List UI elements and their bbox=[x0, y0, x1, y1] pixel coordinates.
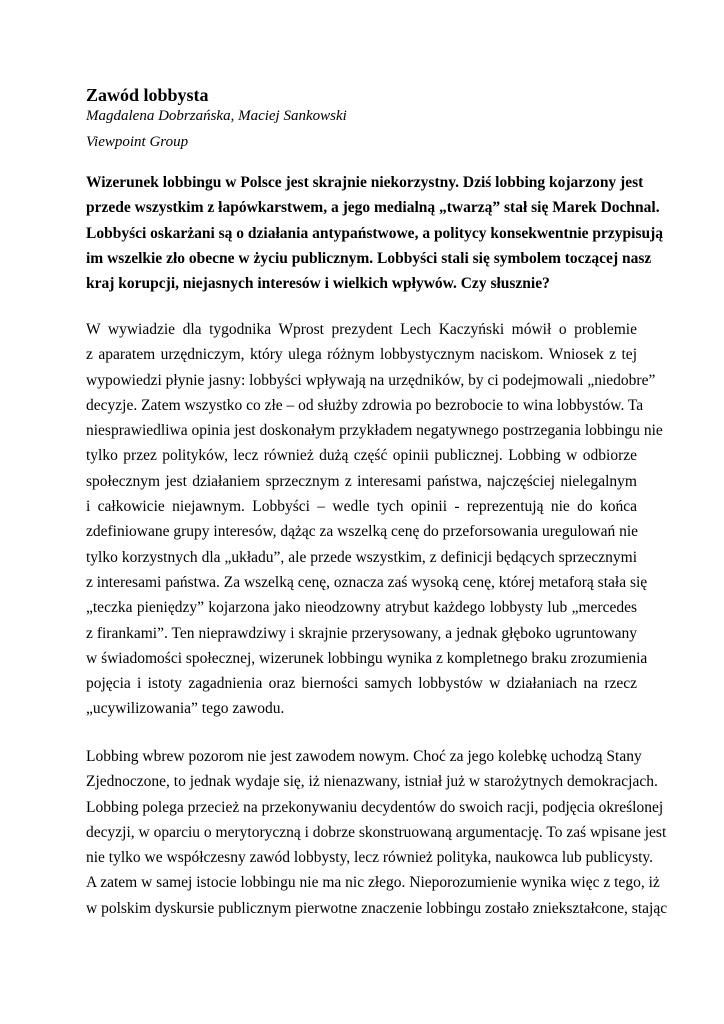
body-paragraph-1 bbox=[86, 317, 663, 722]
paragraph-line: Lobbing wbrew pozorom nie jest zawodem nowym. Choć za jego kolebkę uchodzą Stany bbox=[86, 748, 642, 765]
paragraph-line: Zjednoczone, to jednak wydaje się, iż nienazwany, istniał już w starożytnych demokracjach. bbox=[86, 773, 658, 791]
paragraph-line: z firankami”. Ten nieprawdziwy i skrajnie przerysowany, a jednak głęboko ugruntowany bbox=[86, 624, 637, 642]
paragraph-line: „ucywilizowania” tego zawodu. bbox=[86, 700, 285, 718]
paragraph-line: z interesami państwa. Za wszelką cenę, oznacza zaś wysoką cenę, której metaforą stała się bbox=[86, 573, 648, 591]
paragraph-line: tylko przez polityków, lecz również dużą część opinii publicznej. Lobbing w odbiorze bbox=[86, 447, 637, 465]
paragraph-line: wypowiedzi płynie jasny: lobbyści wpływają na urzędników, by ci podejmowali „niedobre” bbox=[86, 371, 656, 389]
paragraph-line: „teczka pieniędzy” kojarzona jako nieodzowny atrybut każdego lobbysty lub „mercedes bbox=[86, 599, 637, 617]
paragraph-line: decyzje. Zatem wszystko co złe – od służby zdrowia po bezrobocie to wina lobbystów. Ta bbox=[86, 396, 644, 414]
paragraph-line: nie tylko we współczesny zawód lobbysty, lecz również polityka, naukowca lub publicysty. bbox=[86, 849, 654, 867]
body-paragraph-2 bbox=[86, 744, 668, 921]
lead-paragraph bbox=[86, 170, 664, 296]
paragraph-line: zdefiniowane grupy interesów, dążąc za wszelką cenę do przeforsowania uregulowań nie bbox=[86, 523, 639, 541]
lead-line: Lobbyści oskarżani są o działania antypaństwowe, a politycy konsekwentnie przypisują bbox=[86, 224, 664, 242]
paragraph-line: decyzji, w oparciu o merytoryczną i dobrze skonstruowaną argumentację. To zaś wpisane jest bbox=[86, 823, 667, 841]
paragraph-line: z aparatem urzędniczym, który ulega różnym lobbystycznym naciskom. Wniosek z tej bbox=[86, 346, 637, 364]
paragraph-line: W wywiadzie dla tygodnika Wprost prezydent Lech Kaczyński mówił o problemie bbox=[86, 321, 637, 338]
paragraph-line: pojęcia i istoty zagadnienia oraz bierności samych lobbystów w działaniach na rzecz bbox=[86, 675, 637, 693]
paragraph-line: i całkowicie niejawnym. Lobbyści – wedle tych opinii - reprezentują nie do końca bbox=[86, 498, 637, 516]
lead-line: przede wszystkim z łapówkarstwem, a jego medialną „twarzą” stał się Marek Dochnal. bbox=[86, 199, 660, 217]
article-authors: Magdalena Dobrzańska, Maciej Sankowski bbox=[86, 108, 347, 124]
paragraph-line: A zatem w samej istocie lobbingu nie ma nic złego. Nieporozumienie wynika więc z tego, iż bbox=[86, 874, 660, 892]
paragraph-line: społecznym jest działaniem sprzecznym z interesami państwa, najczęściej nielegalnym bbox=[86, 472, 637, 490]
paragraph-line: niesprawiedliwa opinia jest doskonałym przykładem negatywnego postrzegania lobbingu nie bbox=[86, 422, 663, 440]
lead-line: Wizerunek lobbingu w Polsce jest skrajnie niekorzystny. Dziś lobbing kojarzony jest bbox=[86, 174, 644, 191]
article-title: Zawód lobbysta bbox=[86, 85, 209, 105]
article-organization: Viewpoint Group bbox=[86, 134, 189, 150]
lead-line: kraj korupcji, niejasnych interesów i wielkich wpływów. Czy słusznie? bbox=[86, 275, 550, 293]
paragraph-line: Lobbing polega przecież na przekonywaniu decydentów do swoich racji, podjęcia określonej bbox=[86, 798, 664, 816]
lead-line: im wszelkie zło obecne w życiu publicznym. Lobbyści stali się symbolem toczącej nasz bbox=[86, 249, 652, 267]
paragraph-line: tylko korzystnych dla „układu”, ale przede wszystkim, z definicji będących sprzecznymi bbox=[86, 548, 637, 566]
paragraph-line: w polskim dyskursie publicznym pierwotne znaczenie lobbingu zostało zniekształcone, stając bbox=[86, 899, 668, 917]
paragraph-line: w świadomości społecznej, wizerunek lobbingu wynika z kompletnego braku zrozumienia bbox=[86, 649, 648, 667]
